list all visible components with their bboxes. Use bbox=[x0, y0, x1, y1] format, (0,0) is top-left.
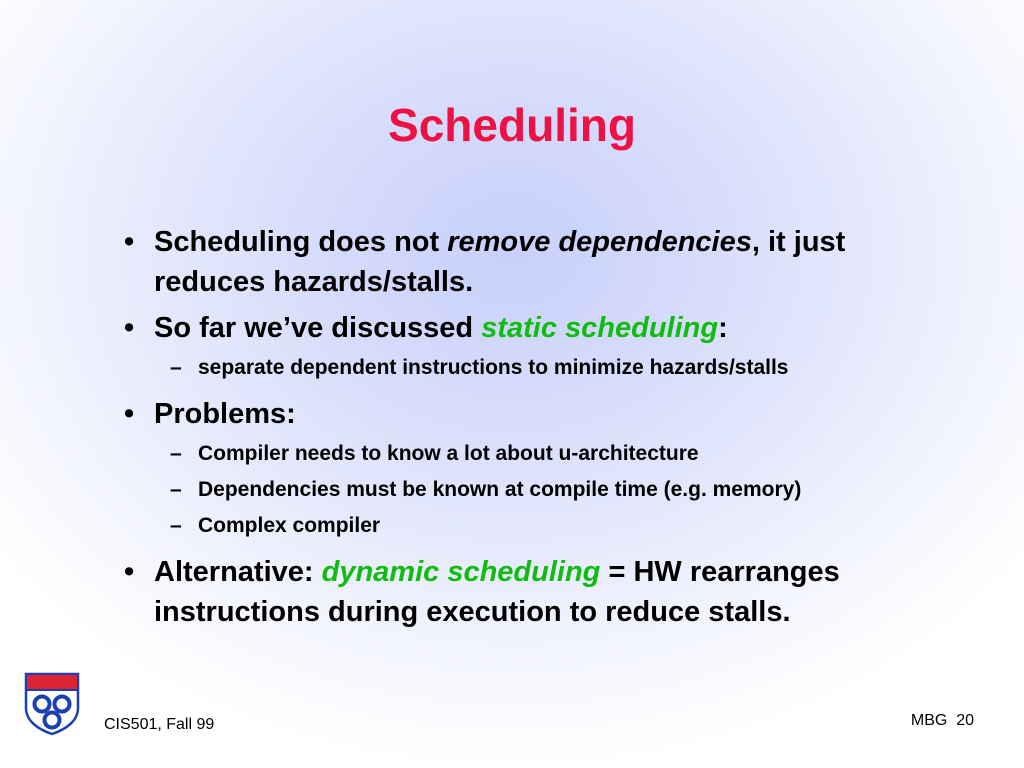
bullet-item-2 bbox=[120, 308, 920, 348]
bullet-text: , it just reduces hazards/stalls. bbox=[154, 226, 846, 298]
bullet-text: So far we’ve discussed bbox=[154, 312, 482, 344]
bullet-text: Problems: bbox=[154, 398, 296, 430]
sub-bullet-item bbox=[120, 476, 920, 504]
bullet-text: Scheduling does not bbox=[154, 226, 448, 258]
bullet-marker: • bbox=[124, 226, 135, 258]
bullet-text: : bbox=[718, 312, 728, 344]
footer-page-number: MBG 20 bbox=[910, 712, 974, 729]
sub-bullet-marker: – bbox=[170, 478, 182, 501]
sub-bullet-marker: – bbox=[170, 514, 182, 537]
sub-bullet-marker: – bbox=[170, 442, 182, 465]
sub-bullet-text: Compiler needs to know a lot about u-architecture bbox=[198, 442, 699, 465]
bullet-marker: • bbox=[124, 398, 135, 430]
highlight-text: dynamic scheduling bbox=[321, 556, 601, 588]
bullet-item-3 bbox=[120, 394, 920, 434]
sub-bullet-text: Complex compiler bbox=[198, 514, 381, 537]
sub-bullet-text: separate dependent instructions to minimize hazards/stalls bbox=[198, 356, 789, 379]
footer-course-label: CIS501, Fall 99 bbox=[104, 716, 215, 733]
emphasis-text: remove dependencies bbox=[447, 226, 752, 258]
highlight-text: static scheduling bbox=[481, 312, 719, 344]
university-shield-logo-icon bbox=[24, 672, 80, 736]
sub-bullet-marker: – bbox=[170, 356, 182, 379]
bullet-text: = HW rearranges instructions during execution to reduce stalls. bbox=[154, 556, 840, 628]
sub-bullet-text: Dependencies must be known at compile time (e.g. memory) bbox=[198, 478, 802, 501]
slide-title: Scheduling bbox=[388, 99, 636, 151]
bullet-marker: • bbox=[124, 312, 135, 344]
bullet-item-1 bbox=[120, 222, 920, 302]
bullet-marker: • bbox=[124, 556, 135, 588]
bullet-text: Alternative: bbox=[154, 556, 322, 588]
sub-bullet-item bbox=[120, 354, 920, 382]
sub-bullet-item bbox=[120, 440, 920, 468]
bullet-item-4 bbox=[120, 552, 920, 632]
sub-bullet-item bbox=[120, 512, 920, 540]
slide-content bbox=[120, 222, 920, 638]
